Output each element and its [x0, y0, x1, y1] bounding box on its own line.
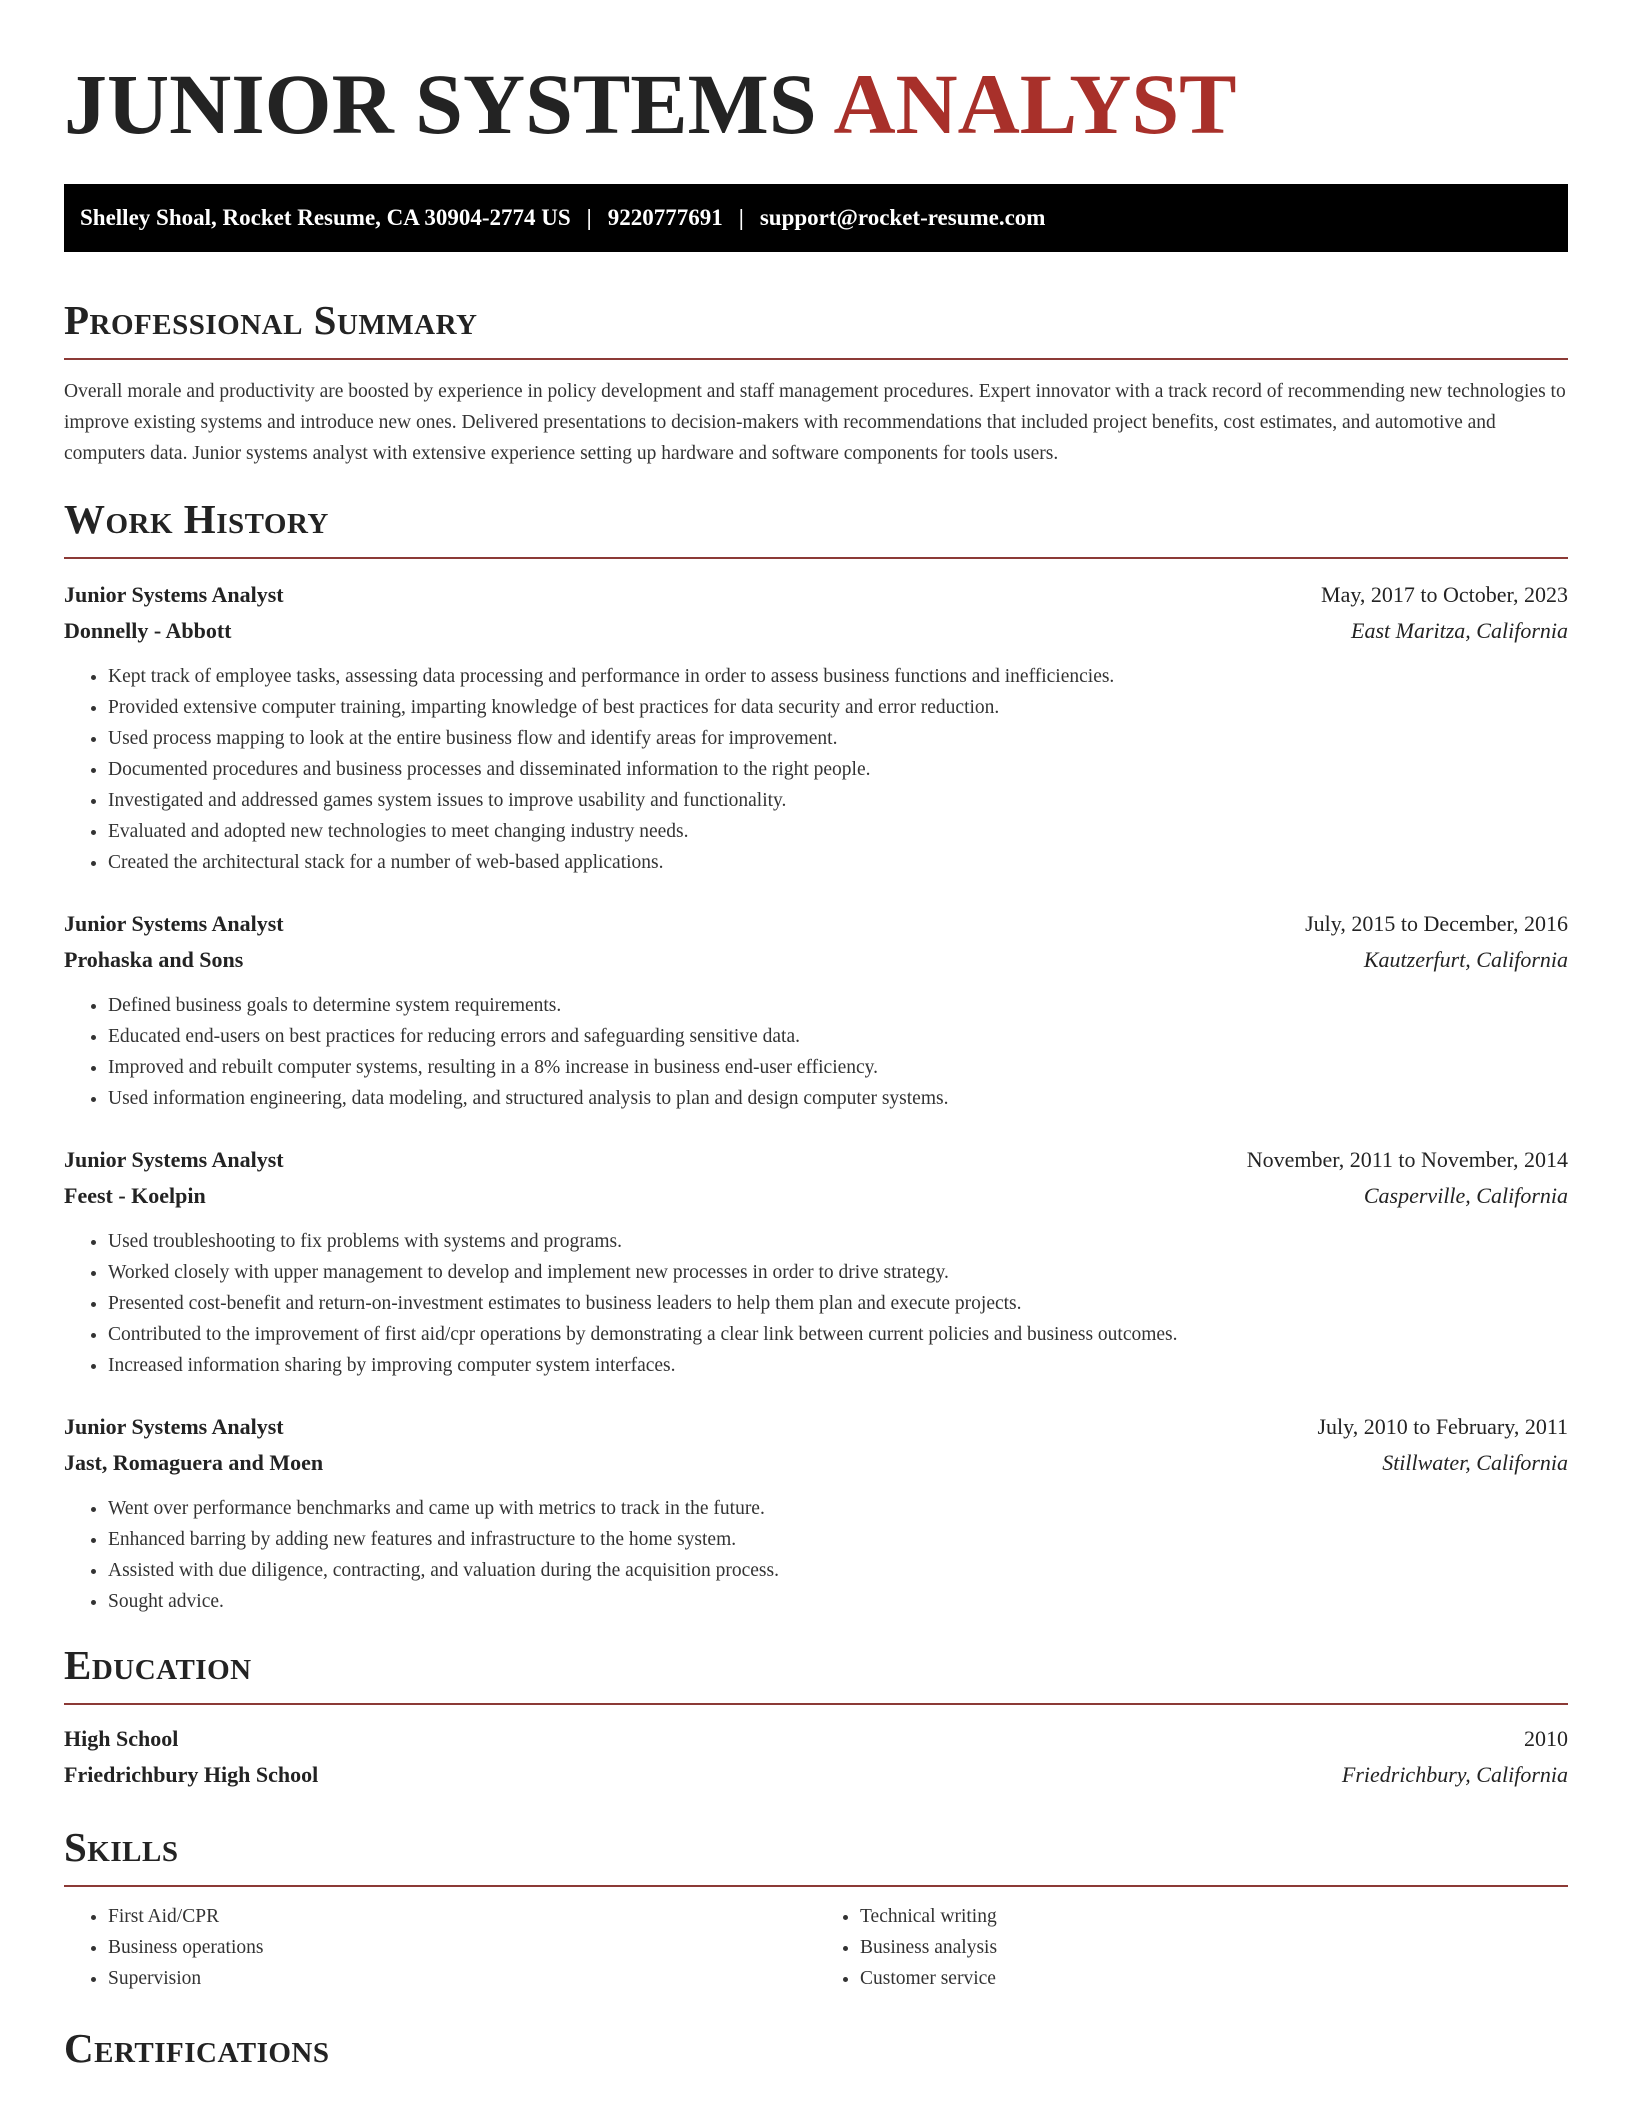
job-bullet: • Used process mapping to look at the entire business flow and identify areas for improvement. [108, 723, 1568, 754]
section-heading-certifications: Certifications [64, 2025, 330, 2071]
section-heading-work-history: Work History [64, 496, 329, 542]
job-entry [64, 906, 1568, 1114]
contact-bar [64, 184, 1568, 252]
job-dates: July, 2010 to February, 2011 [1317, 1414, 1568, 1439]
job-location: Stillwater, California [1382, 1450, 1568, 1475]
job-company: Jast, Romaguera and Moen [64, 1450, 324, 1475]
skills-list [816, 1901, 1568, 1994]
job-title: Junior Systems Analyst [64, 582, 284, 607]
job-dates: July, 2015 to December, 2016 [1305, 911, 1568, 936]
education-location: Friedrichbury, California [1341, 1762, 1568, 1787]
job-entry [64, 577, 1568, 878]
education-year: 2010 [1524, 1726, 1568, 1751]
education-school: Friedrichbury High School [64, 1762, 319, 1787]
skill-item: • Business analysis [860, 1932, 1568, 1963]
section-divider [64, 358, 1568, 360]
education-entry [64, 1721, 1568, 1793]
title-accent: ANALYST [833, 56, 1237, 152]
job-bullet: • Assisted with due diligence, contracting, and valuation during the acquisition process. [108, 1555, 1568, 1586]
job-bullet: • Educated end-users on best practices for reducing errors and safeguarding sensitive data. [108, 1021, 1568, 1052]
skills-grid [64, 1901, 1568, 1994]
skill-item: • First Aid/CPR [108, 1901, 816, 1932]
contact-separator: | [586, 205, 592, 230]
job-location: Kautzerfurt, California [1363, 947, 1568, 972]
job-bullets [64, 1226, 1568, 1381]
job-bullets [64, 990, 1568, 1114]
job-entry [64, 1142, 1568, 1381]
summary-section [64, 296, 1568, 469]
work-history-section [64, 495, 1568, 1617]
skill-item: • Supervision [108, 1963, 816, 1994]
job-bullet: • Provided extensive computer training, imparting knowledge of best practices for data security and error reduction. [108, 692, 1568, 723]
summary-text: Overall morale and productivity are boosted by experience in policy development and staff management procedures. Expert innovator with a track record of recommending new technologies to improve existing systems and introduce new ones. Delivered presentations to decision-makers with recommendations that included project benefits, cost estimates, and automotive and computers data. Junior systems analyst with extensive experience setting up hardware and software components for tools users. [64, 381, 1566, 464]
job-bullet: • Evaluated and adopted new technologies to meet changing industry needs. [108, 816, 1568, 847]
job-bullet: • Kept track of employee tasks, assessing data processing and performance in order to assess business functions and inefficiencies. [108, 661, 1568, 692]
skill-item: • Technical writing [860, 1901, 1568, 1932]
job-bullet: • Presented cost-benefit and return-on-investment estimates to business leaders to help them plan and execute projects. [108, 1288, 1568, 1319]
job-bullet: • Used troubleshooting to fix problems with systems and programs. [108, 1226, 1568, 1257]
job-bullet: • Documented procedures and business processes and disseminated information to the right people. [108, 754, 1568, 785]
contact-phone: 9220777691 [607, 205, 723, 230]
education-degree: High School [64, 1726, 179, 1751]
section-divider [64, 1703, 1568, 1705]
job-title: Junior Systems Analyst [64, 911, 284, 936]
skills-column-left [64, 1901, 816, 1994]
contact-email: support@rocket-resume.com [759, 205, 1046, 230]
skills-column-right [816, 1901, 1568, 1994]
job-dates: November, 2011 to November, 2014 [1246, 1147, 1568, 1172]
section-divider [64, 557, 1568, 559]
job-entry [64, 1409, 1568, 1617]
job-company: Donnelly - Abbott [64, 618, 232, 643]
job-bullet: • Worked closely with upper management to develop and implement new processes in order to drive strategy. [108, 1257, 1568, 1288]
section-divider [64, 1885, 1568, 1887]
job-bullet: • Improved and rebuilt computer systems, resulting in a 8% increase in business end-user efficiency. [108, 1052, 1568, 1083]
job-title: Junior Systems Analyst [64, 1147, 284, 1172]
skill-item: • Business operations [108, 1932, 816, 1963]
job-bullet: • Contributed to the improvement of first aid/cpr operations by demonstrating a clear link between current policies and business outcomes. [108, 1319, 1568, 1350]
section-heading-summary: Professional Summary [64, 297, 478, 343]
job-dates: May, 2017 to October, 2023 [1321, 582, 1568, 607]
certifications-section [64, 2024, 1568, 2072]
title-main: JUNIOR SYSTEMS [64, 56, 817, 152]
job-bullet: • Went over performance benchmarks and came up with metrics to track in the future. [108, 1493, 1568, 1524]
job-bullet: • Created the architectural stack for a number of web-based applications. [108, 847, 1568, 878]
job-bullets [64, 661, 1568, 878]
resume-title [64, 56, 1568, 152]
job-bullet: • Increased information sharing by improving computer system interfaces. [108, 1350, 1568, 1381]
skills-list [64, 1901, 816, 1994]
job-company: Prohaska and Sons [64, 947, 244, 972]
skills-section [64, 1823, 1568, 1994]
job-location: Casperville, California [1363, 1183, 1568, 1208]
section-heading-education: Education [64, 1642, 252, 1688]
section-heading-skills: Skills [64, 1824, 179, 1870]
job-bullet: • Sought advice. [108, 1586, 1568, 1617]
job-bullet: • Enhanced barring by adding new features and infrastructure to the home system. [108, 1524, 1568, 1555]
contact-address: Shelley Shoal, Rocket Resume, CA 30904-2774 US [80, 205, 571, 230]
job-title: Junior Systems Analyst [64, 1414, 284, 1439]
education-section [64, 1641, 1568, 1793]
job-bullet: • Defined business goals to determine system requirements. [108, 990, 1568, 1021]
contact-separator: | [738, 205, 744, 230]
job-bullets [64, 1493, 1568, 1617]
job-company: Feest - Koelpin [64, 1183, 206, 1208]
skill-item: • Customer service [860, 1963, 1568, 1994]
job-bullet: • Investigated and addressed games system issues to improve usability and functionality. [108, 785, 1568, 816]
job-bullet: • Used information engineering, data modeling, and structured analysis to plan and design computer systems. [108, 1083, 1568, 1114]
job-location: East Maritza, California [1351, 618, 1568, 643]
